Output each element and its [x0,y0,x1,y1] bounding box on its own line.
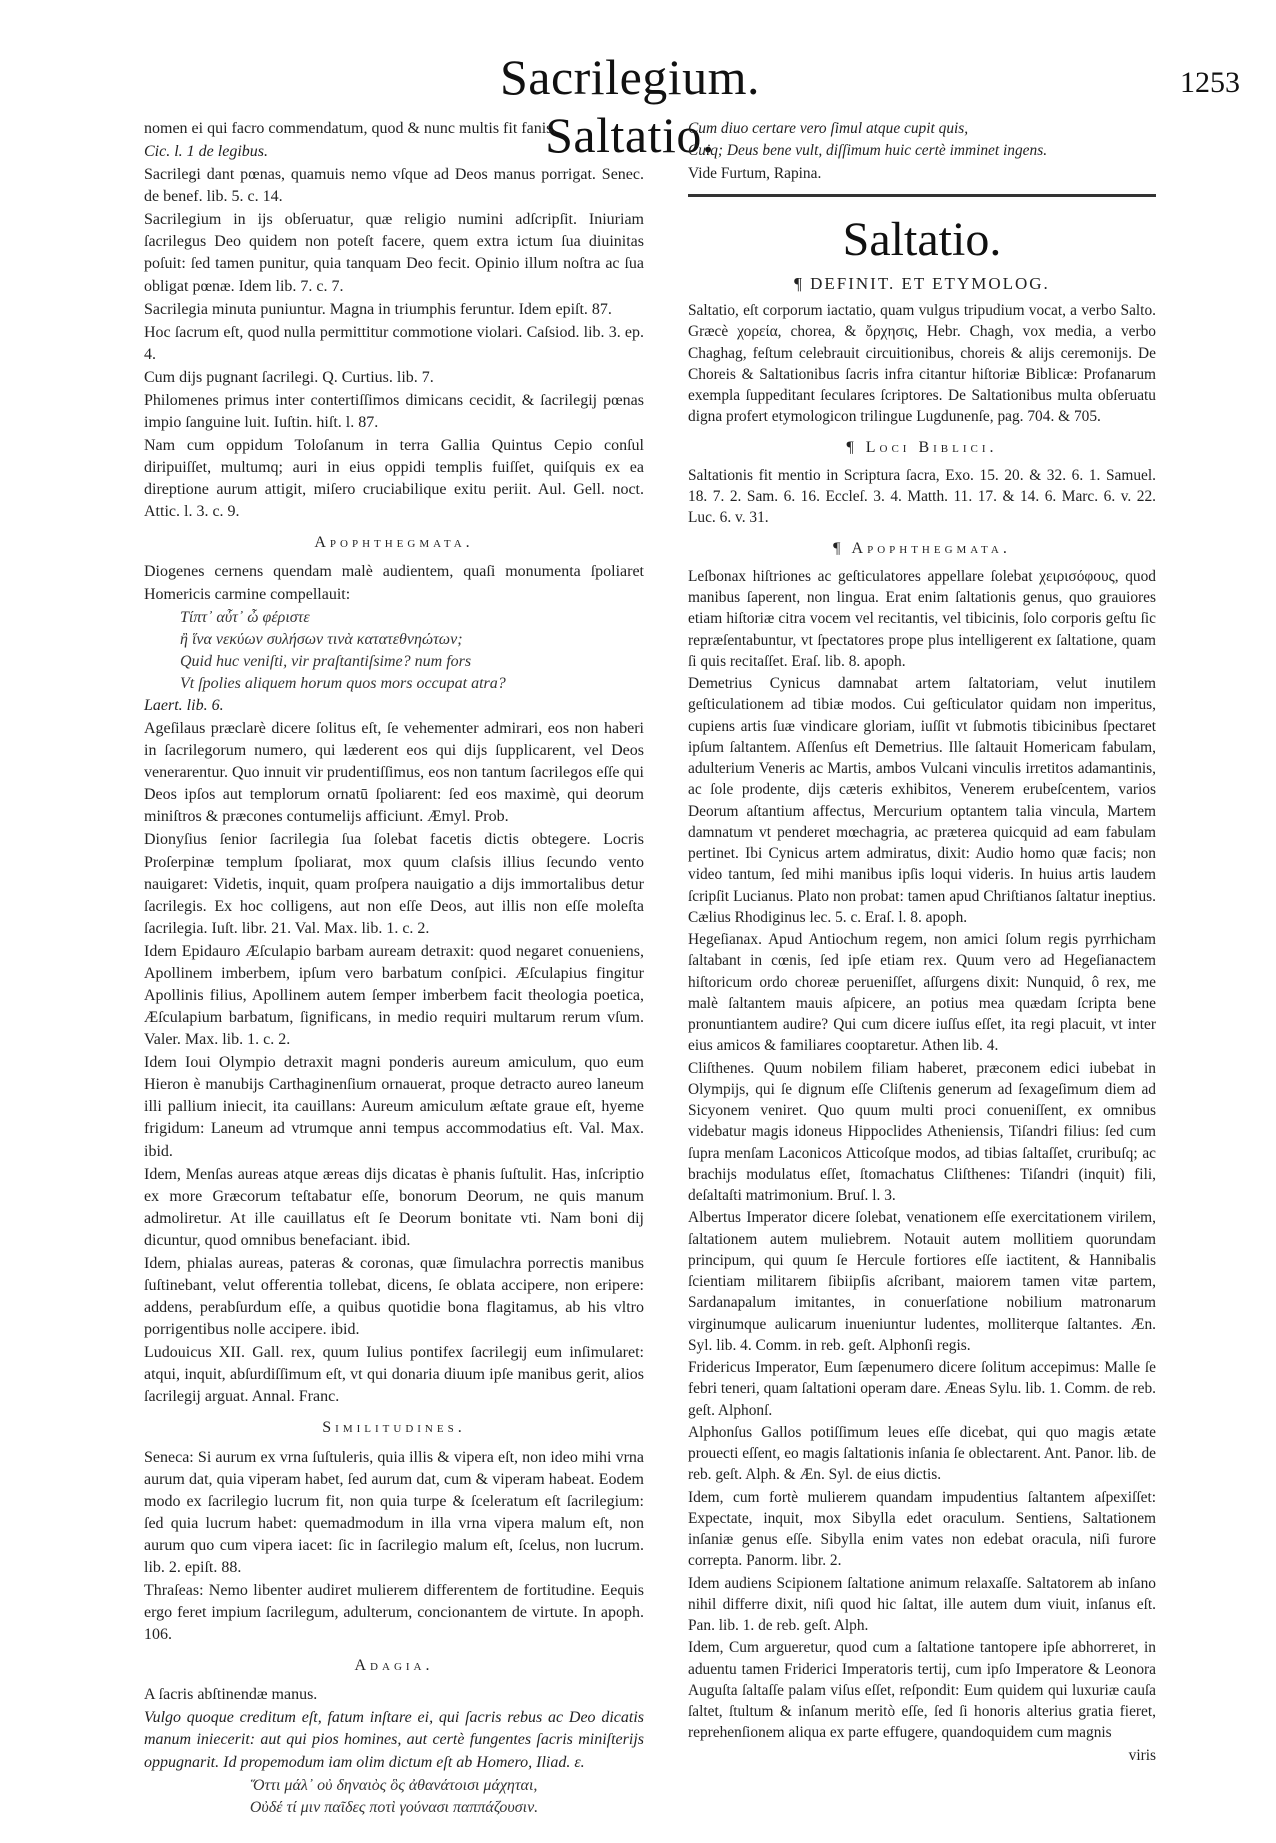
section-heading: ¶ Loci Biblici. [846,438,998,456]
page-number: 1253 [1180,66,1240,99]
right-column-top [688,118,1156,184]
paragraph: nomen ei qui facro commendatum, quod & nunc multis fit fanis. [144,120,557,137]
definition-heading: ¶ DEFINIT. ET ETYMOLOG. [794,273,1050,293]
section-title: Saltatio. [842,212,1002,266]
paragraph: Cum dijs pugnant ſacrilegi. Q. Curtius. lib. 7. [144,368,434,386]
italic-paragraph: Cum diuo certare vero ſimul atque cupit quis, [688,120,969,137]
section-heading: Similitudines. [322,1419,466,1437]
paragraph: Hoc ſacrum eſt, quod nulla permittitur commotione violari. Caſsiod. lib. 3. ep. 4. [144,323,644,363]
paragraph: Idem Epidauro Æſculapio barbam auream detraxit: quod negaret conueniens, Apollinem imberbem, ipſum vero barbatum conſpici. Æſculapius fingitur Apollinis filius, Apollinem autem ſemper imberbem facit theologia poetica, Æſculapium barbatum, ſignificans, in medio requiri multarum rerum vſum. Valer. Max. lib. 1. c. 2. [144,942,644,1049]
verse-line: Τίπτ᾽ αὖτ᾽ ὦ φέριστε [180,608,310,626]
italic-paragraph: Vulgo quoque creditum eſt, fatum inſtare ei, qui ſacris rebus ac Deo dicatis manum iniecerit: aut qui pios homines, aut certè fungentes ſacris miniſterijs oppugnarit. Id propemodum iam olim dictum eſt ab Homero, Iliad. ε. [144,1709,644,1771]
paragraph: Sacrilegia minuta puniuntur. Magna in triumphis feruntur. Idem epiſt. 87. [144,300,612,318]
right-column [688,118,1156,1767]
paragraph: Saltationis fit mentio in Scriptura ſacra, Exo. 15. 20. & 32. 6. 1. Samuel. 18. 7. 2. Sam. 6. 16. Eccleſ. 3. 4. Matth. 11. 17. & 14. 6. Marc. 6. v. 22. Luc. 6. v. 31. [688,466,1156,527]
citation: Cic. l. 1 de legibus. [144,143,268,161]
left-column [144,118,644,1819]
paragraph: Dionyſius ſenior ſacrilegia ſua ſolebat facetis dictis obtegere. Locris Proſerpinæ templum ſpoliarat, mox quum claſsis illius ſecundo vento nauigaret: Videtis, inquit, quam proſpera nauigatio a dijs immortalibus detur ſacrilegis. Ex hoc colligens, aut non eſſe Deos, aut illis non eſſe moleſta ſacrilegia. Iuſt. libr. 21. Val. Max. lib. 1. c. 2. [144,831,644,937]
italic-paragraph: Cuiq; Deus bene vult, diſſimum huic certè imminet ingens. [688,142,1048,160]
paragraph: Albertus Imperator dicere ſolebat, venationem eſſe exercitationem virilem, ſaltationem autem muliebrem. Notauit autem mollitiem quorundam principum, qui quum ſe Hercule fortiores eſſe iactitent, & Hannibalis ſcientiam militarem ſibiipſis aſcribant, maiorem tamen vitæ partem, Sardanapalum imitantes, in conuerſatione nobilium matronarum virginumque aulicarum inueniuntur ludentes, molliterque ſaltantes. Æn. Syl. lib. 4. Comm. in reb. geſt. Alphonſi regis. [688,1209,1156,1354]
paragraph: Fridericus Imperator, Eum ſæpenumero dicere ſolitum accepimus: Malle ſe febri teneri, quam ſaltationi operam dare. Æneas Sylu. lib. 1. Comm. de reb. geſt. Alphonſ. [688,1359,1157,1419]
running-head: Sacrilegium. Saltatio. [499,49,761,163]
paragraph: Idem, cum fortè mulierem quandam impudentius ſaltantem aſpexiſſet: Expectate, inquit, mox Sibylla edet oraculum. Sentiens, Saltationem inſaniæ genus eſſe. Sibylla enim vates non edebat oracula, niſi furore correpta. Panorm. libr. 2. [688,1488,1156,1570]
right-column-body [688,273,1156,1766]
paragraph: A ſacris abſtinendæ manus. [144,1686,318,1704]
section-heading: ¶ Apophthegmata. [833,539,1011,557]
paragraph: Sacrilegi dant pœnas, quamuis nemo vſque ad Deos manus porrigat. Senec. de benef. lib. 5. c. 14. [144,166,644,206]
section-rule [688,194,1156,197]
paragraph: Saltatio, eſt corporum iactatio, quam vulgus tripudium vocat, a verbo Salto. Græcè χορεία, chorea, & ὄρχησις, Hebr. Chagh, vox media, a verbo Chaghag, feſtum celebrauit circuitionibus, choreis & alijs ceremonijs. De Choreis & Saltationibus ſacris infra citantur hiſtoriæ Biblicæ: Profanarum exempla ſuppeditant ſeculares ſcriptores. De Saltationibus multa obſeruatu digna profert etymologicon trilingue Lugdunenſe, pag. 704. & 705. [688,302,1156,426]
paragraph: Alphonſus Gallos potiſſimum leues eſſe dicebat, qui quo magis ætate prouecti eſſent, eo magis ſaltationis inſania ſe oblectarent. Ant. Panor. lib. de reb. geſt. Alph. & Æn. Syl. de eius dictis. [688,1423,1156,1484]
paragraph: Ageſilaus præclarè dicere ſolitus eſt, ſe vehementer admirari, eos non haberi in ſacrilegorum numero, qui læderent eos qui dijs ſupplicarent, vel Deos venerarentur. Quo innuit vir prudentiſſimus, eos non tantum ſacrilegos eſſe qui Deos ipſos aut templorum ornatū ſpoliarent: ſed eos maximè, qui deorum miniſtros & præcones contumelijs afficiunt. Æmyl. Prob. [144,720,644,826]
paragraph: Thraſeas: Nemo libenter audiret mulierem differentem de fortitudine. Eequis ergo feret impium ſacrilegum, adulterum, concionantem de virtute. In apoph. 106. [144,1582,644,1644]
section-heading: Apophthegmata. [314,534,474,552]
verse-line: ἢ ἵνα νεκύων συλήσων τινὰ κατατεθνηώτων; [180,630,463,648]
paragraph: Cliſthenes. Quum nobilem filiam haberet, præconem edici iubebat in Olympijs, qui ſe dignum eſſe Cliſtenis generum ad ſexageſimum diem ad Sicyonem veniret. Quo quum multi proci conueniſſent, ex omnibus videbatur magis idoneus Hippoclides Atheniensis, Tiſandri filius: ſed cum ſupra menſam Laconicos Atticoſque modos, ad tibias ſaltaſſet, cruribuſq; ac brachijs modulatus eſſet, ſtomachatus Cliſthenes: Tiſandri (inquit) fili, deſaltaſti matrimonium. Bruſ. l. 3. [688,1059,1156,1204]
verse-line: Quid huc veniſti, vir praſtantiſsime? num fors [180,652,472,670]
paragraph: Hegeſianax. Apud Antiochum regem, non amici ſolum regis pyrrhicham ſaltabant in cœnis, ſed ipſe etiam rex. Quum vero ad Hegeſianactem hiſtoricum ordo choreæ perueniſſet, aſſurgens dixit: Nunquid, ô rex, me malè ſaltantem mauis aſpicere, an potius mea quædam ſcripta bene pronuntiantem audire? Qui cum dicere iuſſus eſſet, ita regi placuit, vt inter eius amicos & familiares cooptaretur. Athen lib. 4. [688,931,1156,1055]
verse-line: Vt ſpolies aliquem horum quos mors occupat atra? [180,674,506,692]
paragraph: Idem, phialas aureas, pateras & coronas, quæ ſimulachra porrectis manibus ſuſtinebant, velut offerentia tollebat, dicens, ſe oblata accipere, non eripere: addens, perabſurdum eſſe, a quibus quotidie bona flagitamus, ab his vltro porrigentibus nolle accipere. ibid. [144,1254,644,1339]
paragraph: Vide Furtum, Rapina. [688,164,822,182]
paragraph: Idem Ioui Olympio detraxit magni ponderis aureum amiculum, quo eum Hieron è manubijs Carthaginenſium ornauerat, proque detracto aureo laneum illi pallium iniecit, ita cauillans: Aureum amiculum æſtate graue eſt, hyeme frigidum: Laneum ad vtrumque anni tempus accommodatius eſt. Val. Max. ibid. [144,1054,644,1160]
paragraph: Diogenes cernens quendam malè audientem, quaſi monumenta ſpoliaret Homericis carmine compellauit: [144,563,644,603]
paragraph: Idem audiens Scipionem ſaltatione animum relaxaſſe. Saltatorem ab inſano nihil differre dixit, niſi quod hic ſaltat, ille autem dum viuit, inſanus eſt. Pan. lib. 1. de reb. geſt. Alph. [688,1574,1156,1634]
citation: Laert. lib. 6. [144,696,224,714]
paragraph: Sacrilegium in ijs obſeruatur, quæ religio numini adſcripſit. Iniuriam ſacrilegus Deo quidem non poteſt facere, quem extra ictum ſua diuinitas poſuit: ſed tamen punitur, quia tanquam Deo fecit. Opinio illum noſtra ac ſua obligat pœnæ. Idem lib. 7. c. 7. [144,211,644,295]
paragraph: Ludouicus XII. Gall. rex, quum Iulius pontifex ſacrilegij eum inſimularet: atqui, inquit, abſurdiſſimum eſt, vt qui donaria diuum ipſe manibus gerit, alios ſacrilegij arguat. Annal. Franc. [144,1344,644,1406]
verse-line: Οὐδέ τί μιν παῖδες ποτὶ γούνασι παππάζουσιν. [249,1798,539,1816]
paragraph: Seneca: Si aurum ex vrna ſuſtuleris, quia illis & vipera eſt, non ideo mihi vrna aurum dat, quia viperam habet, ſed aurum dat, cum & viperam habeat. Eodem modo ex ſacrilegio lucrum fit, non quia turpe & ſceleratum eſt ſacrilegium: ſed quia lucrum habet: quemadmodum in illa vrna vipera malum eſt, non aurum quo cum vipera iacet: ſic in ſacrilegio malum eſt, ſcelus, non lucrum. lib. 2. epiſt. 88. [144,1448,644,1576]
verse-line: Ὅττι μάλ᾽ οὐ δηναιὸς ὃς ἀθανάτοισι μάχηται, [250,1776,538,1794]
paragraph: Idem, Menſas aureas atque æreas dijs dicatas è phanis ſuſtulit. Has, inſcriptio ex more Græcorum teſtabatur eſſe, bonorum Deorum, ne quis manum admoliretur. At ille cauillatus eſt ſe Deorum bonitate vti. Nam boni dij dicuntur, quod omnibus benefaciant. ibid. [144,1165,644,1249]
paragraph: Leſbonax hiſtriones ac geſticulatores appellare ſolebat χειρισόφους, quod manibus ſaperent, non lingua. Erat enim ſaltationis genus, quo grauiores etiam hiſtoriæ citra vocem vel recitantis, vel tibicinis, ſolo corporis geſtu ſic repræſentabuntur, vt ſpectatores prope plus intelligerent ex ſaltatione, quam ſi quis recitaſſet. Eraſ. lib. 8. apoph. [688,567,1156,670]
paragraph: Idem, Cum argueretur, quod cum a ſaltatione tantopere ipſe abhorreret, in aduentu tamen Friderici Imperatoris tertij, cum ipſo Imperatore & Leonora Auguſta ſaltaſſe palam viſus eſſet, reſpondit: Eum quidem qui luxuriæ cauſa ſaltet, ſtultum & inſanum meritò eſſe, ſed ſi honoris alterius gratia fieret, reprehenſionem aliqua ex parte effugere, quandoquidem cum magnis [688,1639,1156,1742]
paragraph: Philomenes primus inter contertiſſimos dimicans cecidit, & ſacrilegij pœnas impio ſanguine luit. Iuſtin. hiſt. l. 87. [144,391,644,432]
paragraph: Demetrius Cynicus damnabat artem ſaltatoriam, velut inutilem geſticulationem ad tibiæ modos. Cui geſticulator quidam non imperitus, cupiens artis ſuæ vindicare gloriam, iuſſit vt ſubmotis tibicinibus ſpectaret ipſum ſaltantem. Aſſenſus eſt Demetrius. Ille ſaltauit Homericam fabulam, adulterium Veneris ac Martis, ambos Vulcani vinculis irretitos adamantinis, ac ſole prodente, dijs cæteris exhibitos, Venerem erubeſcentem, varios Deorum aſtantium affectus, Mercurium optantem talia vincula, Martem damnatum vt penderet mœchagria, ac præterea quicquid ad eam fabulam pertinet. Ibi Cynicus artem admiratus, dixit: Audio homo quæ facis; non video tantum, ſed mihi manibus ipſis loqui videris. In huius artis laudem ſcripſit Lucianus. Plato non probat: tamen apud Chriſtianos ſaltatur ineptius. Cælius Rhodiginus lec. 5. c. Eraſ. l. 8. apoph. [688,675,1156,926]
catchword: viris [1128,1746,1156,1764]
section-heading: Adagia. [354,1657,434,1675]
paragraph: Nam cum oppidum Toloſanum in terra Gallia Quintus Cepio conſul diripuiſſet, multumq; auri in eius oppidi templis fuiſſet, quiſquis ex ea direptione aurum attigit, miſero cruciabilique exitu periit. Aul. Gell. noct. Attic. l. 3. c. 9. [144,437,644,521]
